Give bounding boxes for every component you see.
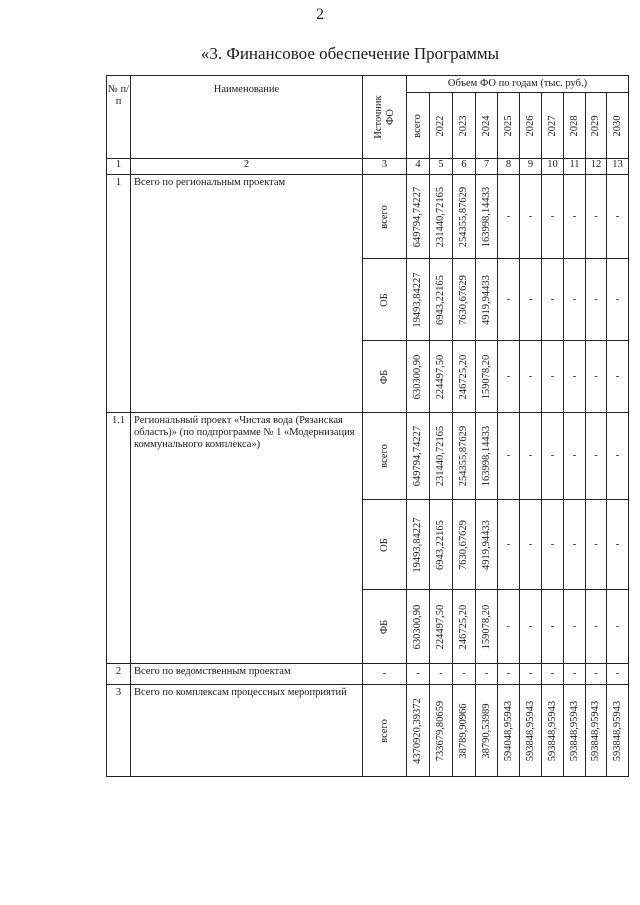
- value-cell: -: [498, 413, 520, 500]
- value-cell: -: [564, 341, 586, 413]
- value-cell: -: [607, 341, 629, 413]
- table-row: [107, 413, 629, 500]
- value-cell: -: [520, 500, 542, 590]
- value-cell: -: [586, 500, 607, 590]
- row-number: 1.1: [107, 413, 131, 664]
- value-cell: -: [586, 259, 607, 341]
- value-cell: -: [520, 413, 542, 500]
- value-cell: 593848,95943: [520, 685, 542, 777]
- value-cell: 7630,67629: [453, 259, 476, 341]
- value-cell: -: [430, 664, 453, 685]
- index-cell: 9: [520, 159, 542, 175]
- header-col-0: всего: [407, 93, 430, 159]
- financing-table: [106, 75, 629, 777]
- row-name: Всего по ведомственным проектам: [131, 664, 363, 685]
- page-number: 2: [316, 6, 324, 23]
- value-cell: -: [476, 664, 498, 685]
- index-cell: 10: [542, 159, 564, 175]
- value-cell: 6943,22165: [430, 259, 453, 341]
- value-cell: 159078,20: [476, 341, 498, 413]
- value-cell: 19493,84227: [407, 259, 430, 341]
- value-cell: 7630,67629: [453, 500, 476, 590]
- row-number: 2: [107, 664, 131, 685]
- value-cell: 38789,90966: [453, 685, 476, 777]
- value-cell: -: [586, 413, 607, 500]
- value-cell: 254355,87629: [453, 175, 476, 259]
- value-cell: -: [498, 590, 520, 664]
- value-cell: 163998,14433: [476, 175, 498, 259]
- index-cell: 7: [476, 159, 498, 175]
- value-cell: -: [498, 259, 520, 341]
- value-cell: 224497,50: [430, 341, 453, 413]
- source-cell: всего: [363, 413, 407, 500]
- table-row: [107, 685, 629, 777]
- index-cell: 13: [607, 159, 629, 175]
- value-cell: -: [520, 175, 542, 259]
- value-cell: -: [542, 341, 564, 413]
- source-cell: всего: [363, 175, 407, 259]
- header-volume: Объем ФО по годам (тыс. руб.): [407, 76, 629, 93]
- header-no: № п/п: [107, 76, 131, 159]
- header-col-5: 2026: [520, 93, 542, 159]
- value-cell: -: [564, 259, 586, 341]
- row-name: Всего по комплексам процессных мероприятий: [131, 685, 363, 777]
- source-cell: ОБ: [363, 259, 407, 341]
- value-cell: -: [520, 590, 542, 664]
- header-name: Наименование: [131, 76, 363, 159]
- row-name: Региональный проект «Чистая вода (Рязанская область)» (по подпрограмме № 1 «Модернизация коммунального комплекса»): [131, 413, 363, 664]
- index-cell: 12: [586, 159, 607, 175]
- value-cell: -: [542, 500, 564, 590]
- index-cell: 2: [131, 159, 363, 175]
- source-cell: всего: [363, 685, 407, 777]
- index-cell: 5: [430, 159, 453, 175]
- value-cell: -: [542, 664, 564, 685]
- row-number: 1: [107, 175, 131, 413]
- value-cell: -: [520, 259, 542, 341]
- value-cell: 254355,87629: [453, 413, 476, 500]
- source-cell: ОБ: [363, 500, 407, 590]
- value-cell: -: [498, 500, 520, 590]
- header-source-label: Источник ФО: [372, 95, 396, 139]
- value-cell: -: [498, 341, 520, 413]
- value-cell: -: [520, 664, 542, 685]
- section-title: «3. Финансовое обеспечение Программы: [200, 44, 500, 63]
- value-cell: 630300,90: [407, 590, 430, 664]
- source-cell: ФБ: [363, 341, 407, 413]
- value-cell: -: [407, 664, 430, 685]
- value-cell: 593848,95943: [542, 685, 564, 777]
- table-row: [107, 175, 629, 259]
- value-cell: 593848,95943: [607, 685, 629, 777]
- value-cell: 224497,50: [430, 590, 453, 664]
- index-cell: 8: [498, 159, 520, 175]
- value-cell: -: [586, 175, 607, 259]
- index-cell: 3: [363, 159, 407, 175]
- value-cell: -: [607, 413, 629, 500]
- value-cell: 630300,90: [407, 341, 430, 413]
- header-col-6: 2027: [542, 93, 564, 159]
- value-cell: -: [542, 259, 564, 341]
- header-col-4: 2025: [498, 93, 520, 159]
- value-cell: -: [453, 664, 476, 685]
- value-cell: -: [542, 175, 564, 259]
- value-cell: -: [498, 664, 520, 685]
- table-row: [107, 664, 629, 685]
- value-cell: -: [542, 590, 564, 664]
- header-col-2: 2023: [453, 93, 476, 159]
- source-cell: ФБ: [363, 590, 407, 664]
- header-col-3: 2024: [476, 93, 498, 159]
- value-cell: 246725,20: [453, 590, 476, 664]
- value-cell: 231440,72165: [430, 413, 453, 500]
- value-cell: 649794,74227: [407, 413, 430, 500]
- value-cell: -: [607, 590, 629, 664]
- value-cell: 4919,94433: [476, 500, 498, 590]
- header-col-7: 2028: [564, 93, 586, 159]
- value-cell: -: [586, 590, 607, 664]
- value-cell: 231440,72165: [430, 175, 453, 259]
- row-number: 3: [107, 685, 131, 777]
- value-cell: 246725,20: [453, 341, 476, 413]
- header-source: [363, 76, 407, 159]
- value-cell: -: [542, 413, 564, 500]
- value-cell: -: [607, 500, 629, 590]
- value-cell: -: [607, 664, 629, 685]
- value-cell: 594048,95943: [498, 685, 520, 777]
- value-cell: 38790,53989: [476, 685, 498, 777]
- value-cell: 4919,94433: [476, 259, 498, 341]
- index-cell: 6: [453, 159, 476, 175]
- value-cell: -: [564, 413, 586, 500]
- value-cell: 159078,20: [476, 590, 498, 664]
- index-cell: 4: [407, 159, 430, 175]
- value-cell: -: [498, 175, 520, 259]
- value-cell: 4370920,39372: [407, 685, 430, 777]
- header-col-8: 2029: [586, 93, 607, 159]
- value-cell: -: [520, 341, 542, 413]
- source-cell: -: [363, 664, 407, 685]
- value-cell: 163998,14433: [476, 413, 498, 500]
- value-cell: -: [586, 664, 607, 685]
- value-cell: 593848,95943: [586, 685, 607, 777]
- value-cell: -: [564, 590, 586, 664]
- value-cell: 649794,74227: [407, 175, 430, 259]
- index-cell: 1: [107, 159, 131, 175]
- value-cell: -: [564, 500, 586, 590]
- header-col-9: 2030: [607, 93, 629, 159]
- row-name: Всего по региональным проектам: [131, 175, 363, 413]
- value-cell: 6943,22165: [430, 500, 453, 590]
- value-cell: -: [607, 175, 629, 259]
- value-cell: 593848,95943: [564, 685, 586, 777]
- value-cell: 19493,84227: [407, 500, 430, 590]
- header-col-1: 2022: [430, 93, 453, 159]
- header-row-top: [107, 76, 629, 93]
- value-cell: -: [607, 259, 629, 341]
- value-cell: -: [564, 664, 586, 685]
- index-cell: 11: [564, 159, 586, 175]
- value-cell: -: [564, 175, 586, 259]
- value-cell: 733679,80659: [430, 685, 453, 777]
- index-row: [107, 159, 629, 175]
- value-cell: -: [586, 341, 607, 413]
